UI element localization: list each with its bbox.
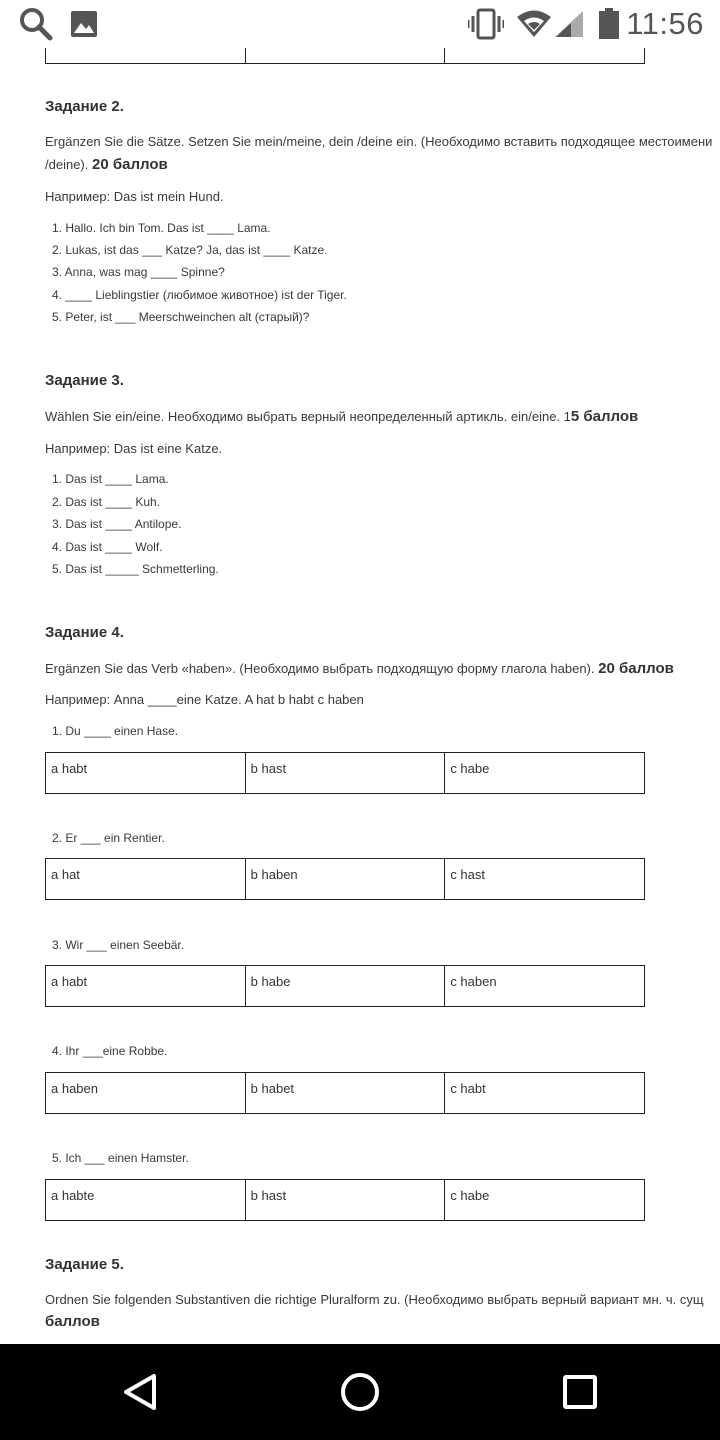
task3-example: Например: Das ist eine Katze. [45,441,223,456]
task3-instruction-line [45,408,638,425]
answer-option[interactable]: c habt [445,1073,645,1114]
battery-icon [598,8,620,40]
task4-heading: Задание 4. [45,624,124,641]
previous-table-partial [45,48,645,64]
task3-item: 1. Das ist ____ Lama. [52,472,169,486]
task2-points: 20 баллов [92,156,168,173]
recents-button[interactable] [552,1364,608,1420]
task4-question: 4. Ihr ___eine Robbe. [52,1044,168,1058]
answer-option[interactable]: c hast [445,859,645,900]
status-bar [0,0,720,48]
answer-option[interactable]: c habe [445,753,645,794]
task5-points: баллов [45,1313,100,1330]
navigation-bar [0,1344,720,1440]
answer-options-table [45,1072,645,1114]
task3-item: 5. Das ist _____ Schmetterling. [52,562,219,576]
answer-option[interactable]: b hast [245,1180,445,1221]
answer-option[interactable]: b hast [245,753,445,794]
task5-heading: Задание 5. [45,1256,124,1273]
task2-instruction: Ergänzen Sie die Sätze. Setzen Sie mein/meine, dein /deine ein. (Необходимо вставить подходящее местоимени [45,134,713,149]
task4-question: 1. Du ____ einen Hase. [52,724,179,738]
back-button[interactable] [112,1364,168,1420]
task2-item: 5. Peter, ist ___ Meerschweinchen alt (старый)? [52,310,310,324]
task3-heading: Задание 3. [45,372,124,389]
task3-points: 5 баллов [570,408,639,425]
task4-example: Например: Anna ____eine Katze. A hat b habt c haben [45,692,364,707]
answer-options-table [45,965,645,1007]
task3-item: 2. Das ist ____ Kuh. [52,495,161,509]
answer-option[interactable]: a habt [46,753,246,794]
task2-item: 3. Anna, was mag ____ Spinne? [52,265,225,279]
answer-options-table [45,858,645,900]
task2-item: 1. Hallo. Ich bin Tom. Das ist ____ Lama. [52,221,271,235]
task2-item: 4. ____ Lieblingstier (любимое животное) ist der Tiger. [52,288,347,302]
answer-option[interactable]: b habe [245,966,445,1007]
task4-question: 2. Er ___ ein Rentier. [52,831,165,845]
task2-example: Например: Das ist mein Hund. [45,189,224,204]
task3-instruction: Wählen Sie ein/eine. Необходимо выбрать верный неопределенный артикль. ein/eine. 1 [45,409,571,424]
answer-option[interactable]: c habe [445,1180,645,1221]
answer-option[interactable]: c haben [445,966,645,1007]
task2-item: 2. Lukas, ist das ___ Katze? Ja, das ist ____ Katze. [52,243,328,257]
task4-question: 5. Ich ___ einen Hamster. [52,1151,189,1165]
answer-options-table [45,752,645,794]
task3-item: 3. Das ist ____ Antilope. [52,517,182,531]
task4-question: 3. Wir ___ einen Seebär. [52,938,185,952]
answer-option[interactable]: a habte [46,1180,246,1221]
search-icon [18,6,54,42]
answer-option[interactable]: a hat [46,859,246,900]
task2-instruction-cont: /deine). [45,157,89,172]
wifi-icon [516,10,552,38]
signal-icon [554,10,584,38]
task2-instruction-line2 [45,156,168,173]
answer-option[interactable]: a haben [46,1073,246,1114]
task5-instruction: Ordnen Sie folgenden Substantiven die richtige Pluralform zu. (Необходимо выбрать верный вариант мн. ч. сущ [45,1292,704,1307]
task2-heading: Задание 2. [45,98,124,115]
clock: 11:56 [626,6,704,41]
answer-option[interactable]: a habt [46,966,246,1007]
gallery-image-icon [70,10,98,38]
task4-points: 20 баллов [598,660,674,677]
document-page[interactable] [0,48,720,1344]
task3-item: 4. Das ist ____ Wolf. [52,540,163,554]
home-button[interactable] [332,1364,388,1420]
task4-instruction: Ergänzen Sie das Verb «haben». (Необходимо выбрать подходящую форму глагола haben). [45,661,595,676]
answer-option[interactable]: b habet [245,1073,445,1114]
vibrate-icon [468,8,504,40]
task4-instruction-line [45,660,674,677]
answer-options-table [45,1179,645,1221]
answer-option[interactable]: b haben [245,859,445,900]
